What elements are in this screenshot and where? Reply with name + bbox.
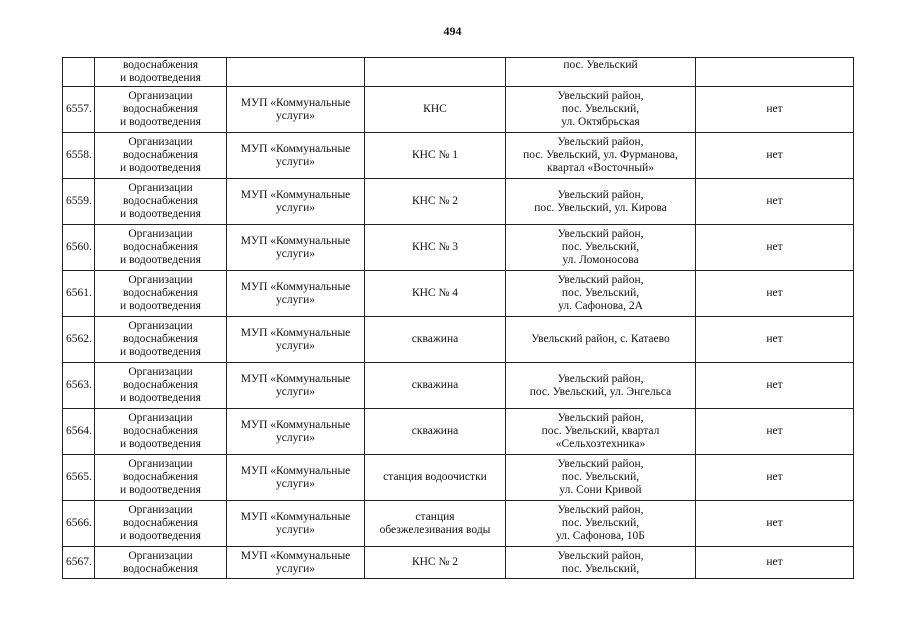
address-line: Увельский район, xyxy=(557,188,644,201)
table-row xyxy=(63,455,854,501)
org-type-line: водоснабжения xyxy=(122,517,199,529)
object-line: КНС xyxy=(423,103,447,115)
cell-address xyxy=(506,317,696,363)
org-type-line: Организации xyxy=(128,458,193,470)
table-row xyxy=(63,225,854,271)
table-row xyxy=(63,317,854,363)
org-type-line: Организации xyxy=(128,504,193,516)
cell-org-type xyxy=(95,317,227,363)
object-line: КНС № 4 xyxy=(411,287,459,299)
cell-flag: нет xyxy=(696,271,854,317)
org-type-line: Организации xyxy=(128,412,193,424)
continuation-row xyxy=(63,58,854,87)
cell-org-name xyxy=(227,58,365,87)
org-name-line: МУП «Коммунальные xyxy=(240,234,351,247)
org-name-line: услуги» xyxy=(276,477,315,490)
org-type-line: Организации xyxy=(128,549,193,562)
cell-number xyxy=(63,58,95,87)
cell-address xyxy=(506,409,696,455)
cell-object xyxy=(365,133,506,179)
object-line: КНС № 3 xyxy=(411,241,459,253)
org-type-line: водоснабжения xyxy=(122,103,199,115)
address-line: пос. Увельский, xyxy=(561,562,640,575)
address-line: ул. Октябрьская xyxy=(561,116,640,128)
cell-flag: нет xyxy=(696,455,854,501)
cell-address xyxy=(506,179,696,225)
cell-org-name xyxy=(227,501,365,547)
org-name-line: МУП «Коммунальные xyxy=(240,326,351,339)
cell-object xyxy=(365,87,506,133)
org-type-line: водоснабжения xyxy=(122,241,199,253)
address-line: Увельский район, xyxy=(557,458,644,470)
address-line: пос. Увельский, xyxy=(561,287,640,299)
cell-number: 6563. xyxy=(63,363,95,409)
org-type-line: и водоотведения xyxy=(120,484,201,496)
cell-flag: нет xyxy=(696,409,854,455)
cell-org-name xyxy=(227,409,365,455)
cell-org-name xyxy=(227,87,365,133)
org-type-line: водоснабжения xyxy=(122,562,199,575)
org-type-line: водоснабжения xyxy=(122,195,199,207)
org-type-line: и водоотведения xyxy=(120,530,201,542)
org-name-line: МУП «Коммунальные xyxy=(240,464,351,477)
org-name-line: услуги» xyxy=(276,201,315,214)
cell-org-name xyxy=(227,179,365,225)
page-number: 494 xyxy=(443,24,462,38)
cell-org-type xyxy=(95,455,227,501)
cell-flag: нет xyxy=(696,225,854,271)
org-name-line: МУП «Коммунальные xyxy=(240,549,351,562)
cell-org-name xyxy=(227,271,365,317)
org-type-line: водоснабжения xyxy=(122,149,199,161)
cell-object xyxy=(365,317,506,363)
cell-address xyxy=(506,363,696,409)
address-line: Увельский район, xyxy=(557,412,644,424)
org-type-line: и водоотведения xyxy=(120,438,201,450)
cell-flag: нет xyxy=(696,133,854,179)
object-line: станция xyxy=(415,510,455,523)
address-line: ул. Сафонова, 10Б xyxy=(556,530,645,542)
org-type-line: Организации xyxy=(128,228,193,240)
cell-object xyxy=(365,271,506,317)
cell-number: 6560. xyxy=(63,225,95,271)
org-name-line: услуги» xyxy=(276,431,315,444)
address-line: Увельский район, xyxy=(557,549,644,562)
cell-object xyxy=(365,455,506,501)
org-name-line: услуги» xyxy=(276,562,315,575)
object-line: обезжелезивания воды xyxy=(379,523,491,536)
address-line: Увельский район, xyxy=(557,504,644,516)
cell-number: 6566. xyxy=(63,501,95,547)
cell-address xyxy=(506,547,696,579)
cell-org-type xyxy=(95,547,227,579)
org-name-line: МУП «Коммунальные xyxy=(240,418,351,431)
table-row xyxy=(63,501,854,547)
org-name-line: услуги» xyxy=(276,339,315,352)
cell-flag: нет xyxy=(696,87,854,133)
object-line: станция водоочистки xyxy=(383,471,487,483)
cell-org-type xyxy=(95,179,227,225)
address-line: ул. Ломоносова xyxy=(562,254,639,266)
cell-number: 6559. xyxy=(63,179,95,225)
org-type-line: водоснабжения xyxy=(122,59,199,71)
registry-table-body xyxy=(63,58,854,579)
cell-org-name xyxy=(227,455,365,501)
object-line: КНС № 1 xyxy=(411,149,459,161)
org-type-line: Организации xyxy=(128,90,193,102)
org-type-line: водоснабжения xyxy=(122,425,199,437)
cell-number: 6561. xyxy=(63,271,95,317)
cell-address xyxy=(506,271,696,317)
cell-object xyxy=(365,363,506,409)
cell-org-name xyxy=(227,225,365,271)
address-line: ул. Сафонова, 2А xyxy=(558,300,643,312)
org-name-line: МУП «Коммунальные xyxy=(240,510,351,523)
object-line: скважина xyxy=(411,379,459,391)
address-line: пос. Увельский, xyxy=(561,517,640,529)
org-type-line: водоснабжения xyxy=(122,333,199,345)
cell-org-type xyxy=(95,133,227,179)
address-line: Увельский район, xyxy=(557,372,644,385)
address-line: пос. Увельский, ул. Кирова xyxy=(534,201,667,214)
object-line: скважина xyxy=(411,425,459,437)
cell-flag: нет xyxy=(696,317,854,363)
address-line: квартал «Восточный» xyxy=(546,162,654,174)
cell-org-type xyxy=(95,409,227,455)
address-line: пос. Увельский, xyxy=(561,103,640,115)
address-line: Увельский район, xyxy=(557,136,644,148)
org-type-line: и водоотведения xyxy=(120,208,201,220)
cell-flag: нет xyxy=(696,363,854,409)
org-name-line: МУП «Коммунальные xyxy=(240,96,351,109)
org-type-line: и водоотведения xyxy=(120,116,201,128)
object-line: скважина xyxy=(411,333,459,345)
table-row xyxy=(63,547,854,579)
address-line: пос. Увельский, ул. Фурманова, xyxy=(523,149,678,161)
address-line: «Сельхозтехника» xyxy=(555,438,646,450)
address-line: пос. Увельский, xyxy=(561,471,640,483)
cell-object xyxy=(365,225,506,271)
org-name-line: услуги» xyxy=(276,523,315,536)
org-type-line: водоснабжения xyxy=(122,471,199,483)
cell-org-name xyxy=(227,133,365,179)
org-type-line: водоснабжения xyxy=(122,287,199,299)
org-type-line: водоснабжения xyxy=(122,379,199,391)
org-name-line: МУП «Коммунальные xyxy=(240,188,351,201)
cell-address xyxy=(506,501,696,547)
org-type-line: и водоотведения xyxy=(120,162,201,174)
org-type-line: и водоотведения xyxy=(120,300,201,312)
org-name-line: услуги» xyxy=(276,293,315,306)
address-line: пос. Увельский, xyxy=(561,241,640,253)
org-type-line: Организации xyxy=(128,182,193,194)
table-row xyxy=(63,179,854,225)
org-name-line: услуги» xyxy=(276,247,315,260)
cell-org-type xyxy=(95,271,227,317)
cell-flag: нет xyxy=(696,547,854,579)
address-line: Увельский район, xyxy=(557,90,644,102)
cell-address xyxy=(506,87,696,133)
org-name-line: услуги» xyxy=(276,109,315,122)
cell-org-type xyxy=(95,58,227,87)
org-type-line: Организации xyxy=(128,366,193,378)
cell-org-name xyxy=(227,363,365,409)
object-line: КНС № 2 xyxy=(411,195,459,207)
cell-flag: нет xyxy=(696,179,854,225)
cell-number: 6558. xyxy=(63,133,95,179)
cell-flag: нет xyxy=(696,501,854,547)
table-row xyxy=(63,409,854,455)
cell-object xyxy=(365,501,506,547)
cell-number: 6564. xyxy=(63,409,95,455)
table-row xyxy=(63,133,854,179)
org-name-line: МУП «Коммунальные xyxy=(240,280,351,293)
cell-address xyxy=(506,133,696,179)
cell-object xyxy=(365,547,506,579)
cell-org-name xyxy=(227,317,365,363)
cell-org-type xyxy=(95,87,227,133)
table-row xyxy=(63,363,854,409)
cell-org-type xyxy=(95,501,227,547)
org-type-line: и водоотведения xyxy=(120,254,201,266)
address-line: Увельский район, xyxy=(557,274,644,286)
org-type-line: и водоотведения xyxy=(120,346,201,358)
org-type-line: и водоотведения xyxy=(120,392,201,404)
address-line: ул. Сони Кривой xyxy=(559,484,642,496)
cell-org-type xyxy=(95,225,227,271)
address-line: Увельский район, xyxy=(557,228,644,240)
org-type-line: Организации xyxy=(128,136,193,148)
org-name-line: МУП «Коммунальные xyxy=(240,142,351,155)
org-name-line: услуги» xyxy=(276,155,315,168)
cell-address xyxy=(506,455,696,501)
org-name-line: МУП «Коммунальные xyxy=(240,372,351,385)
cell-object xyxy=(365,179,506,225)
address-line: Увельский район, с. Катаево xyxy=(531,333,670,345)
cell-number: 6557. xyxy=(63,87,95,133)
cell-number: 6562. xyxy=(63,317,95,363)
cell-object xyxy=(365,409,506,455)
org-type-line: и водоотведения xyxy=(120,72,201,84)
cell-number: 6565. xyxy=(63,455,95,501)
table-row xyxy=(63,87,854,133)
address-line: пос. Увельский, ул. Энгельса xyxy=(529,385,672,398)
org-type-line: Организации xyxy=(128,320,193,332)
cell-object xyxy=(365,58,506,87)
org-type-line: Организации xyxy=(128,274,193,286)
cell-number: 6567. xyxy=(63,547,95,579)
registry-table xyxy=(62,57,854,579)
org-name-line: услуги» xyxy=(276,385,315,398)
address-line: пос. Увельский xyxy=(563,59,638,71)
cell-org-type xyxy=(95,363,227,409)
cell-address xyxy=(506,58,696,87)
cell-org-name xyxy=(227,547,365,579)
cell-address xyxy=(506,225,696,271)
address-line: пос. Увельский, квартал xyxy=(541,425,660,437)
table-row xyxy=(63,271,854,317)
object-line: КНС № 2 xyxy=(411,556,459,568)
cell-flag xyxy=(696,58,854,87)
